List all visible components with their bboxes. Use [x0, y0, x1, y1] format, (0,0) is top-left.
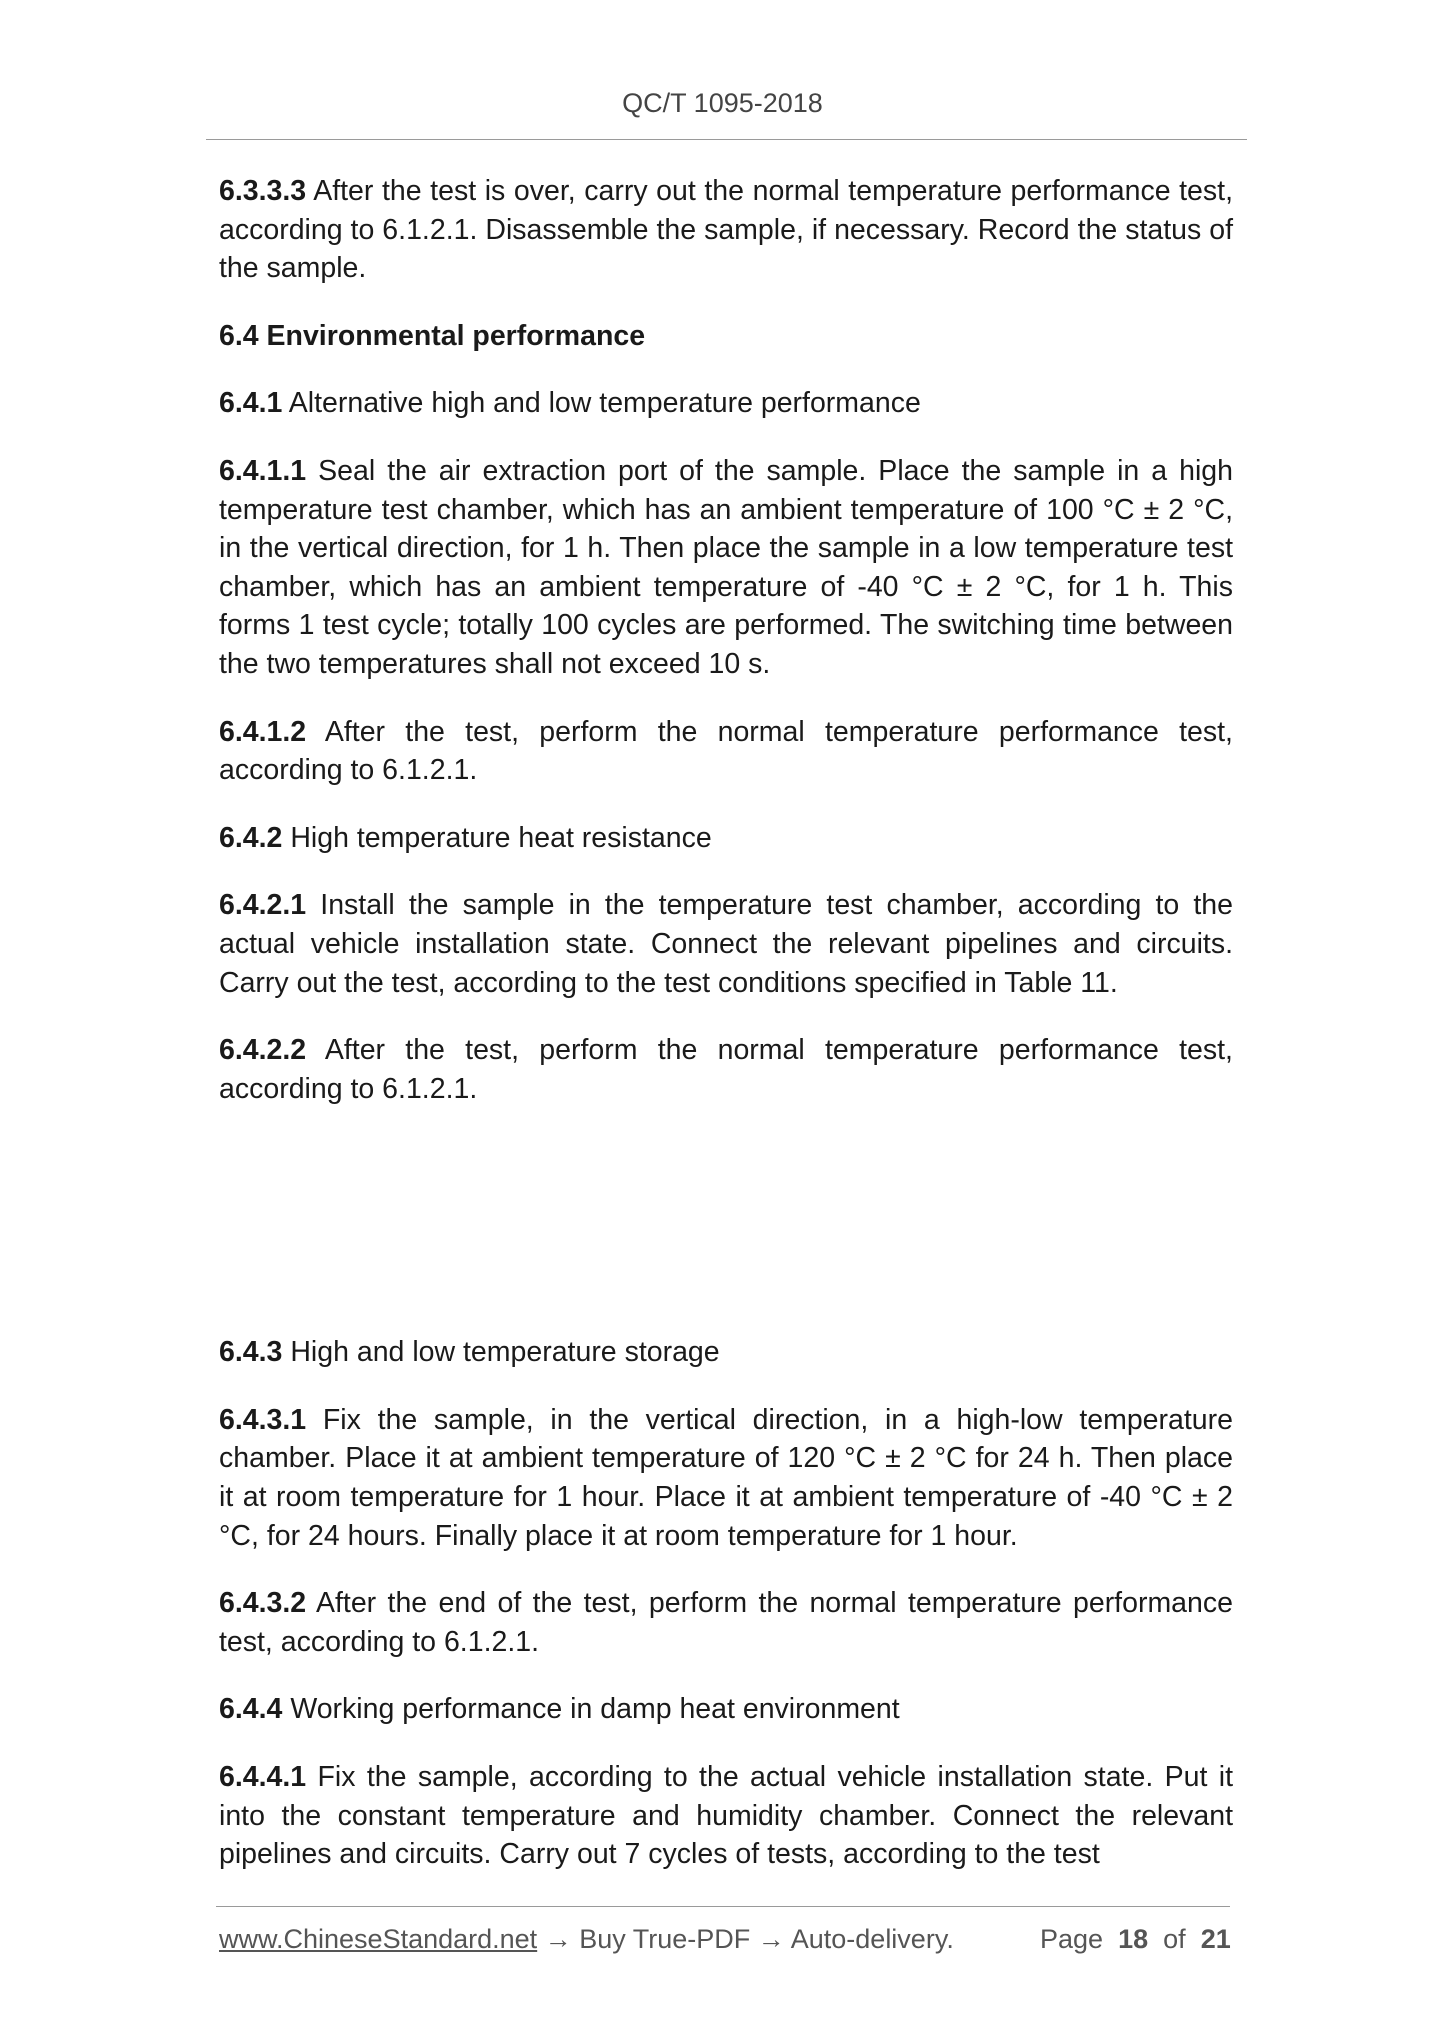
header-divider: [206, 139, 1247, 140]
clause-number: 6.4.1.2: [219, 715, 307, 748]
clause-text: Install the sample in the temperature test chamber, according to the actual vehicle installation state. Connect the relevant pipelines and circuits. Carry out the test, according to the test conditions specified in Table 11.: [219, 889, 1233, 999]
clause-6-4-3-1: [219, 1401, 1233, 1555]
clause-text: Working performance in damp heat environment: [290, 1693, 900, 1726]
clause-text: After the test is over, carry out the normal temperature performance test, according to 6.1.2.1. Disassemble the sample, if necessary. Record the status of the sample.: [219, 175, 1233, 285]
clause-6-4-1-1: [219, 452, 1233, 684]
footer-divider: [216, 1906, 1230, 1907]
document-body: [219, 172, 1233, 1903]
clause-number: 6.4.3.2: [219, 1587, 307, 1620]
clause-text: Fix the sample, in the vertical direction, in a high-low temperature chamber. Place it at ambient temperature of 120 °C ± 2 °C for 24 h. Then place it at room temperature for 1 hour. Place it at ambient temperature of -40 °C ± 2 °C, for 24 hours. Finally place it at room temperature for 1 hour.: [219, 1403, 1233, 1552]
blank-space: [219, 1137, 1233, 1333]
clause-6-4-3: [219, 1333, 1233, 1372]
footer-promo: [219, 1924, 954, 1955]
clause-text: After the test, perform the normal temperature performance test, according to 6.1.2.1.: [219, 1034, 1233, 1105]
clause-6-4-4-1: [219, 1758, 1233, 1874]
clause-number: 6.4.2: [219, 821, 283, 854]
page-indicator: [1040, 1924, 1231, 1955]
clause-number: 6.4.4: [219, 1693, 283, 1726]
clause-text: High temperature heat resistance: [290, 821, 712, 854]
total-pages: 21: [1200, 1924, 1231, 1954]
clause-number: 6.4.1.1: [219, 454, 307, 487]
website-link[interactable]: www.ChineseStandard.net: [219, 1924, 538, 1954]
document-code-header: QC/T 1095-2018: [622, 88, 823, 118]
page-number: 18: [1118, 1924, 1149, 1954]
clause-text: After the end of the test, perform the normal temperature performance test, according to 6.1.2.1.: [219, 1587, 1233, 1658]
clause-6-4-2-1: [219, 886, 1233, 1002]
clause-6-3-3-3: [219, 172, 1233, 288]
clause-number: 6.3.3.3: [219, 175, 307, 207]
clause-number: 6.4.4.1: [219, 1761, 307, 1794]
clause-number: 6.4.1: [219, 387, 283, 420]
of-label: of: [1163, 1924, 1186, 1954]
clause-6-4-2-2: [219, 1031, 1233, 1108]
clause-number: 6.4.3.1: [219, 1403, 307, 1436]
clause-text: Fix the sample, according to the actual vehicle installation state. Put it into the constant temperature and humidity chamber. Connect the relevant pipelines and circuits. Carry out 7 cycles of tests, according to the test: [219, 1761, 1233, 1871]
clause-6-4-1: [219, 384, 1233, 423]
clause-text: Seal the air extraction port of the sample. Place the sample in a high temperature test chamber, which has an ambient temperature of 100 °C ± 2 °C, in the vertical direction, for 1 h. Then place the sample in a low temperature test chamber, which has an ambient temperature of -40 °C ± 2 °C, for 1 h. This forms 1 test cycle; totally 100 cycles are performed. The switching time between the two temperatures shall not exceed 10 s.: [219, 454, 1233, 680]
section-heading-6-4: [219, 317, 1233, 356]
page-label: Page: [1040, 1924, 1104, 1954]
footer-promo-text: → Buy True-PDF → Auto-delivery.: [537, 1924, 954, 1954]
clause-number: 6.4.2.2: [219, 1034, 307, 1067]
clause-6-4-1-2: [219, 713, 1233, 790]
clause-text: High and low temperature storage: [290, 1336, 720, 1369]
clause-6-4-2: [219, 819, 1233, 858]
clause-number: 6.4.3: [219, 1336, 283, 1369]
clause-number: 6.4.2.1: [219, 889, 307, 922]
clause-text: After the test, perform the normal temperature performance test, according to 6.1.2.1.: [219, 715, 1233, 787]
clause-text: Alternative high and low temperature performance: [288, 387, 921, 420]
clause-6-4-4: [219, 1690, 1233, 1729]
clause-6-4-3-2: [219, 1584, 1233, 1661]
section-heading: 6.4 Environmental performance: [219, 319, 646, 352]
